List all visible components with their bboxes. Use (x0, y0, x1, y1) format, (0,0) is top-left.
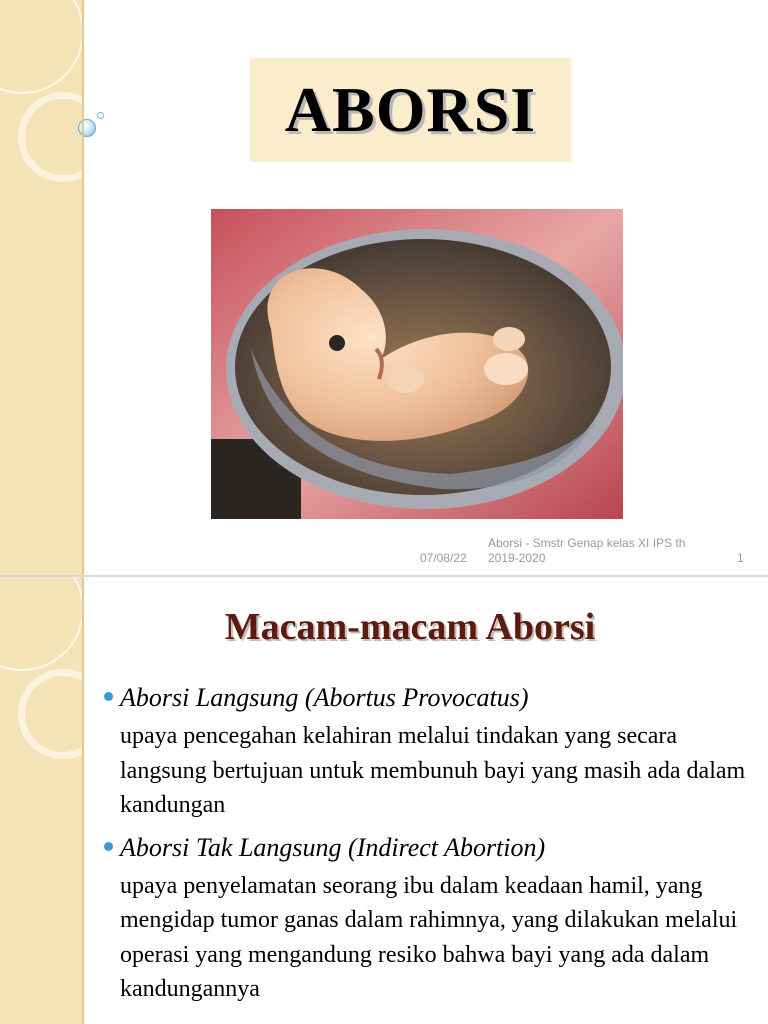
embryo-illustration (211, 209, 623, 519)
slide-2 (0, 577, 768, 1024)
decorative-ring (18, 669, 108, 759)
decorative-side-band (0, 577, 84, 1024)
decorative-ring (0, 577, 84, 671)
bullet-title: Aborsi Tak Langsung (Indirect Abortion) (120, 832, 546, 862)
footer-date: 07/08/22 (420, 551, 467, 565)
title-box (250, 58, 571, 162)
bullet-icon (104, 692, 113, 701)
footer-text: Aborsi - Smstr Genap kelas XI IPS th 2019-2020 (488, 536, 686, 565)
decorative-ring (0, 0, 84, 94)
decorative-bubble (78, 119, 96, 137)
bullet-description: upaya penyelamatan seorang ibu dalam keadaan hamil, yang mengidap tumor ganas dalam rahimnya, yang dilakukan melalui operasi yang mengandung resiko bahwa bayi yang ada dalam kandungannya (120, 872, 738, 1002)
embryo-photo (211, 209, 623, 519)
decorative-bubble (97, 112, 104, 119)
decorative-side-band (0, 0, 84, 576)
bullet-icon (104, 842, 113, 851)
slide-title: ABORSI (284, 74, 537, 145)
list-item (104, 833, 754, 863)
bullet-title: Aborsi Langsung (Abortus Provocatus) (120, 683, 529, 712)
list-item (104, 683, 754, 713)
bullet-description: upaya pencegahan kelahiran melalui tindakan yang secara langsung bertujuan untuk membunuh bayi yang masih ada dalam kandungan (120, 723, 746, 818)
bullet-list (104, 683, 754, 1017)
page-number: 1 (737, 551, 744, 565)
decorative-ring (18, 92, 108, 182)
slide-heading: Macam-macam Aborsi (224, 606, 596, 648)
